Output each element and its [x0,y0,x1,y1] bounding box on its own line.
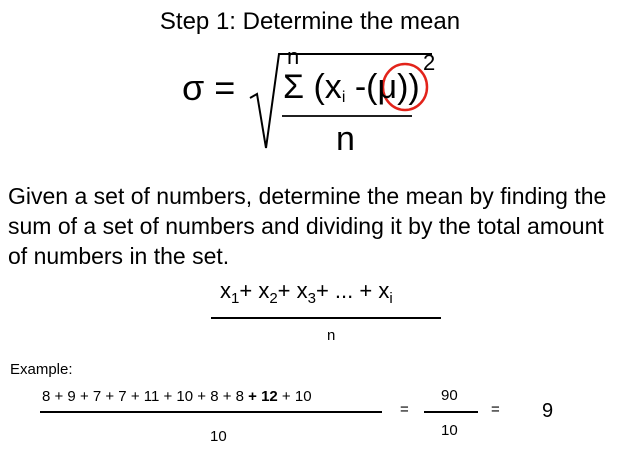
sum-upper-limit: n [287,44,300,69]
term-open: (x [313,68,342,106]
mean-fraction-bar [211,317,441,319]
mean-numerator [220,278,393,307]
mean-term-4: $x_i$ [378,278,393,307]
example-fraction-bar [40,411,382,413]
mean-denominator: n [327,327,336,344]
example-denominator: 10 [210,428,227,445]
equals-sign-2: = [491,401,500,418]
total-fraction-bar [424,411,478,413]
bold-term: + 12 [248,388,278,405]
count-total: 10 [441,422,458,439]
example-numerator: 8 + 9 + 7 + 7 + 11 + 10 + 8 + 8 + 12 + 10 [42,388,312,405]
term-minus: - [345,68,367,106]
sum-symbol: Σ [283,68,305,106]
equals-sign-1: = [400,401,409,418]
sum-total: 90 [441,387,458,404]
step-title: Step 1: Determine the mean [159,8,461,35]
close-paren: ) [408,68,420,106]
mean-term-1: $x_1+$ [220,278,259,307]
description-text: Given a set of numbers, determine the mean by finding the sum of a set of numbers and dividing it by the total amount of numbers in the set. [8,183,607,269]
sigma-equals: σ = [182,67,236,108]
term-subscript: i [341,89,346,106]
example-label: Example: [10,361,73,378]
exponent: 2 [423,50,436,75]
mean-term-2: $x_2+$ [258,278,297,307]
mean-term-3: $x_3+$ ... + [296,278,379,307]
formula-denominator: n [336,120,355,158]
formula-numerator [283,70,420,104]
mu-symbol: (μ) [366,68,409,106]
mean-result: 9 [542,400,554,422]
